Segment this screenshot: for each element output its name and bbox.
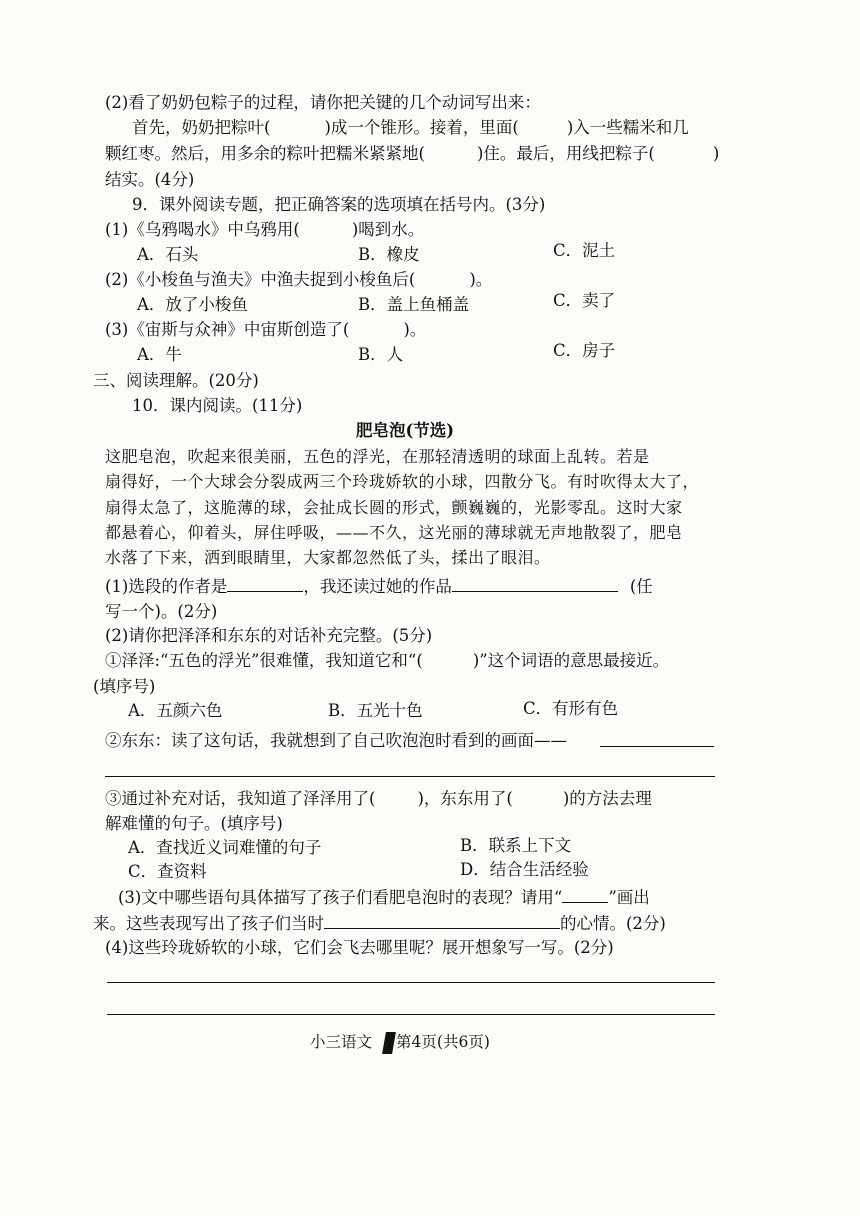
q9-item-1-option-b: B．橡皮 [358,245,420,264]
feeling-blank[interactable] [324,914,560,929]
q10-sub2-1c: (填序号) [93,677,156,696]
section-3-heading: 三、阅读理解。(20分) [93,371,259,390]
q8-line2-a: 颗红枣。然后，用多余的粽叶把糯米紧紧地( [105,144,425,163]
q10-prompt: 10．课内阅读。(11分) [132,396,303,415]
passage-line-4: 都悬着心，仰着头，屏住呼吸，——不久，这光丽的薄球就无声地散裂了，肥皂 [105,523,683,542]
q10-sub2-1b: )”这个词语的意思最接近。 [472,651,670,670]
q8-fill-line-2 [105,146,719,163]
q10-sub1-a: (1)选段的作者是 [105,577,228,596]
q10-sub1-c: (任 [629,577,653,596]
q10-sub2-prompt: (2)请你把泽泽和东东的对话补充完整。(5分) [105,626,433,645]
q8-line2-b: )住。最后，用线把粽子( [476,144,655,163]
q8-line-3: 结实。(4分) [105,170,195,189]
q10-sub1-d: 写一个)。(2分) [105,602,218,621]
q9-item-3-stem-b: )。 [403,320,427,339]
q9-item-3-stem [105,322,426,339]
q10-sub3-a: (3)文中哪些语句具体描写了孩子们看肥皂泡时的表现？请用“ [118,888,563,907]
q10-sub3-line2 [93,914,666,933]
answer-line-2[interactable] [107,1014,715,1015]
q9-item-3-stem-a: (3)《宙斯与众神》中宙斯创造了( [105,320,350,339]
underline-mark-sample [562,888,608,903]
q10-sub3-b: ”画出 [608,888,650,907]
footer-page-post: 页(共6页) [421,1033,490,1051]
page-footer [310,1032,490,1054]
q9-item-3-option-b: B．人 [358,345,404,364]
q8-line1-b: )成一个锥形。接着，里面( [324,118,519,137]
passage-title: 肥皂泡(节选) [356,421,455,440]
q10-sub3 [118,888,650,907]
q10-sub2-option-c: C．有形有色 [523,699,619,718]
q8-sub2-prompt: (2)看了奶奶包粽子的过程，请你把关键的几个动词写出来： [105,93,541,112]
q10-sub2-option-a: A．五颜六色 [128,701,223,720]
q10-sub2-1a: ①泽泽:“五色的浮光”很难懂，我知道它和“( [105,651,423,670]
passage-line-2: 扇得好，一个大球会分裂成两三个玲珑娇软的小球，四散分飞。有时吹得太大了， [105,472,700,491]
q8-line1-a: 首先，奶奶把粽叶( [132,118,271,137]
passage-line-5: 水落了下来，洒到眼睛里，大家都忽然低了头，揉出了眼泪。 [105,548,551,567]
footer-page-pre: 第 [396,1033,412,1051]
scene-blank-1[interactable] [600,746,714,747]
q10-sub1-b: ，我还读过她的作品 [303,577,452,596]
q9-item-2-option-a: A．放了小梭鱼 [137,295,248,314]
answer-line-1[interactable] [107,982,715,983]
scene-blank-2[interactable] [105,776,715,777]
method-option-a: A．查找近义词难懂的句子 [128,838,322,857]
q9-prompt: 9．课外阅读专题，把正确答案的选项填在括号内。(3分) [132,195,546,214]
passage-line-3: 扇得太急了，这脆薄的球，会扯成长圆的形式，颤巍巍的，光影零乱。这时大家 [105,498,683,517]
q9-item-1-option-a: A．石头 [137,245,199,264]
footer-subject: 小三语文 [310,1033,373,1051]
q10-sub3-c: 来。这些表现写出了孩子们当时 [93,914,324,933]
q10-sub2-3b: )，东东用了( [417,789,513,808]
q9-item-2-stem-b: )。 [469,270,493,289]
q8-line2-c: ) [712,144,720,163]
q9-item-2-option-c: C．卖了 [553,291,616,310]
q10-sub2-3 [105,791,652,808]
q10-sub2-1 [105,653,669,670]
q10-sub2-3c: )的方法去理 [562,789,652,808]
page-mark-icon [382,1032,396,1054]
q10-sub3-d: 的心情。(2分) [560,914,666,933]
q9-item-3-option-a: A．牛 [137,345,182,364]
q8-fill-line-1 [132,120,689,137]
q9-item-2-option-b: B．盖上鱼桶盖 [358,295,470,314]
method-option-c: C．查资料 [128,862,207,881]
q9-item-2-stem [105,272,492,289]
q8-line1-c: )入一些糯米和几 [566,118,689,137]
q9-item-3-option-c: C．房子 [553,341,616,360]
method-option-b: B．联系上下文 [460,836,572,855]
author-blank[interactable] [227,577,303,592]
q9-item-1-stem-a: (1)《乌鸦喝水》中乌鸦用( [105,220,300,239]
method-option-d: D．结合生活经验 [460,860,589,879]
passage-line-1: 这肥皂泡，吹起来很美丽，五色的浮光，在那轻清透明的球面上乱转。若是 [105,447,650,466]
work-blank[interactable] [452,577,618,592]
q10-sub2-2: ②东东：读了这句话，我就想到了自己吹泡泡时看到的画面—— [105,731,567,750]
q10-sub2-option-b: B．五光十色 [328,701,423,720]
q10-sub2-3d: 解难懂的句子。(填序号) [105,814,283,833]
q9-item-1-option-c: C．泥土 [553,241,616,260]
q9-item-1-stem [105,222,424,239]
footer-page-number: 4 [411,1033,422,1051]
q10-sub2-3a: ③通过补充对话，我知道了泽泽用了( [105,789,376,808]
q9-item-2-stem-a: (2)《小梭鱼与渔夫》中渔夫捉到小梭鱼后( [105,270,416,289]
q9-item-1-stem-b: )喝到水。 [351,220,425,239]
q10-sub1 [105,577,653,596]
q10-sub4: (4)这些玲珑娇软的小球，它们会飞去哪里呢？展开想象写一写。(2分) [105,938,614,957]
